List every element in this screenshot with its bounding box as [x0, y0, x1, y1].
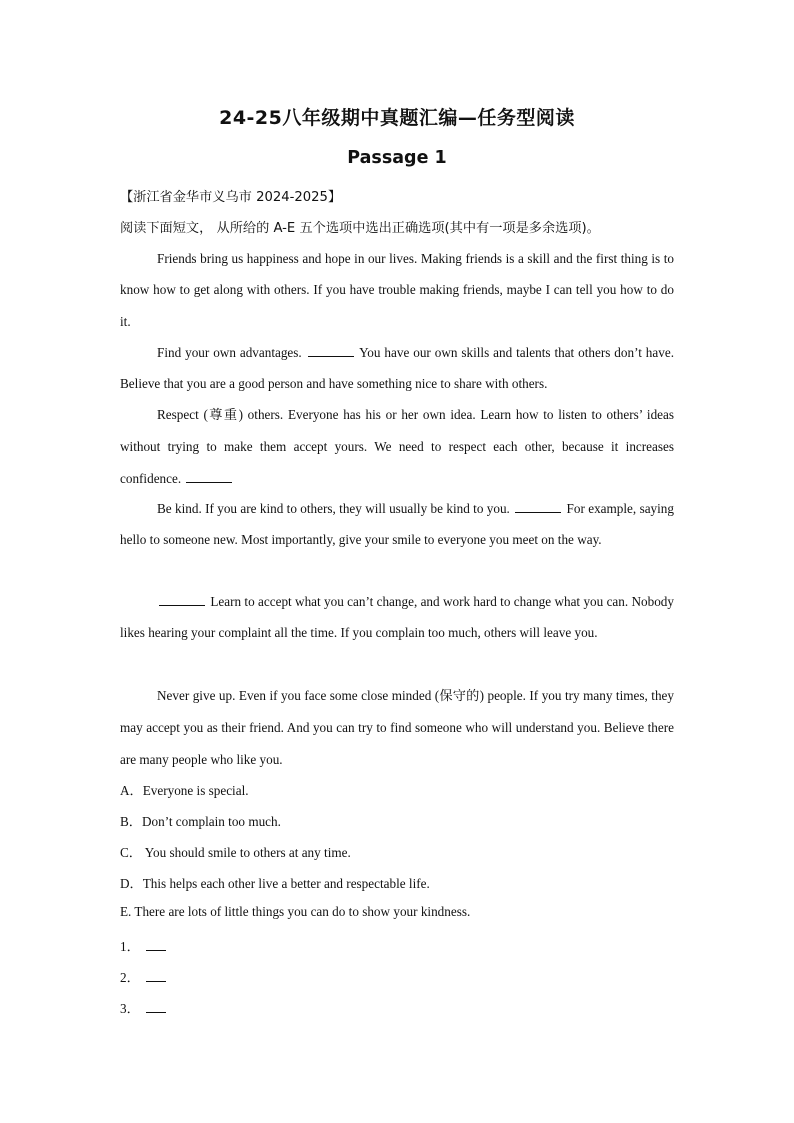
- answer-input-3[interactable]: [146, 1002, 166, 1013]
- answer-blank[interactable]: [159, 595, 205, 606]
- source-label: 【浙江省金华市义乌市 2024-2025】: [120, 190, 342, 205]
- answer-blank[interactable]: [515, 502, 561, 513]
- answer-line-3: 3．: [120, 998, 166, 1017]
- option-e: E. There are lots of little things you can do to show your kindness.: [120, 904, 471, 919]
- answer-line-2: 2．: [120, 967, 166, 986]
- answer-blank[interactable]: [186, 472, 232, 483]
- paragraph-2: Find your own advantages. You have our own skills and talents that others don’t have. Believe that you are a good person and have something nice to share with others.: [120, 345, 674, 392]
- instruction-text: 阅读下面短文， 从所给的 A-E 五个选项中选出正确选项(其中有一项是多余选项)。: [120, 221, 600, 236]
- answer-line-1: 1．: [120, 936, 166, 955]
- answer-blank[interactable]: [308, 346, 354, 357]
- passage-title: Passage 1: [347, 148, 447, 168]
- paragraph-1: Friends bring us happiness and hope in our lives. Making friends is a skill and the first thing is to know how to get along with others. If you have trouble making friends, maybe I can tell you how to do it.: [120, 251, 674, 329]
- paragraph-5: Learn to accept what you can’t change, and work hard to change what you can. Nobody likes hearing your complaint all the time. If you complain too much, others will leave you.: [120, 594, 674, 641]
- option-b: B．Don’t complain too much.: [120, 814, 281, 829]
- paragraph-4: Be kind. If you are kind to others, they will usually be kind to you. For example, saying hello to someone new. Most importantly, give your smile to everyone you meet on the way.: [120, 501, 674, 548]
- answer-input-1[interactable]: [146, 940, 166, 951]
- answer-input-2[interactable]: [146, 971, 166, 982]
- option-c: C． You should smile to others at any time.: [120, 845, 351, 860]
- document-title: 24-25八年级期中真题汇编—任务型阅读: [219, 107, 575, 129]
- option-d: D．This helps each other live a better and respectable life.: [120, 876, 430, 891]
- paragraph-3: Respect (尊重) others. Everyone has his or her own idea. Learn how to listen to others’ ideas without trying to make them accept yours. We need to respect each other, because it increases confidence.: [120, 407, 675, 486]
- option-a: A．Everyone is special.: [120, 783, 249, 798]
- paragraph-6: Never give up. Even if you face some close minded (保守的) people. If you try many times, they may accept you as their friend. And you can try to find someone who will understand you. Believe there are many people who like you.: [120, 688, 675, 767]
